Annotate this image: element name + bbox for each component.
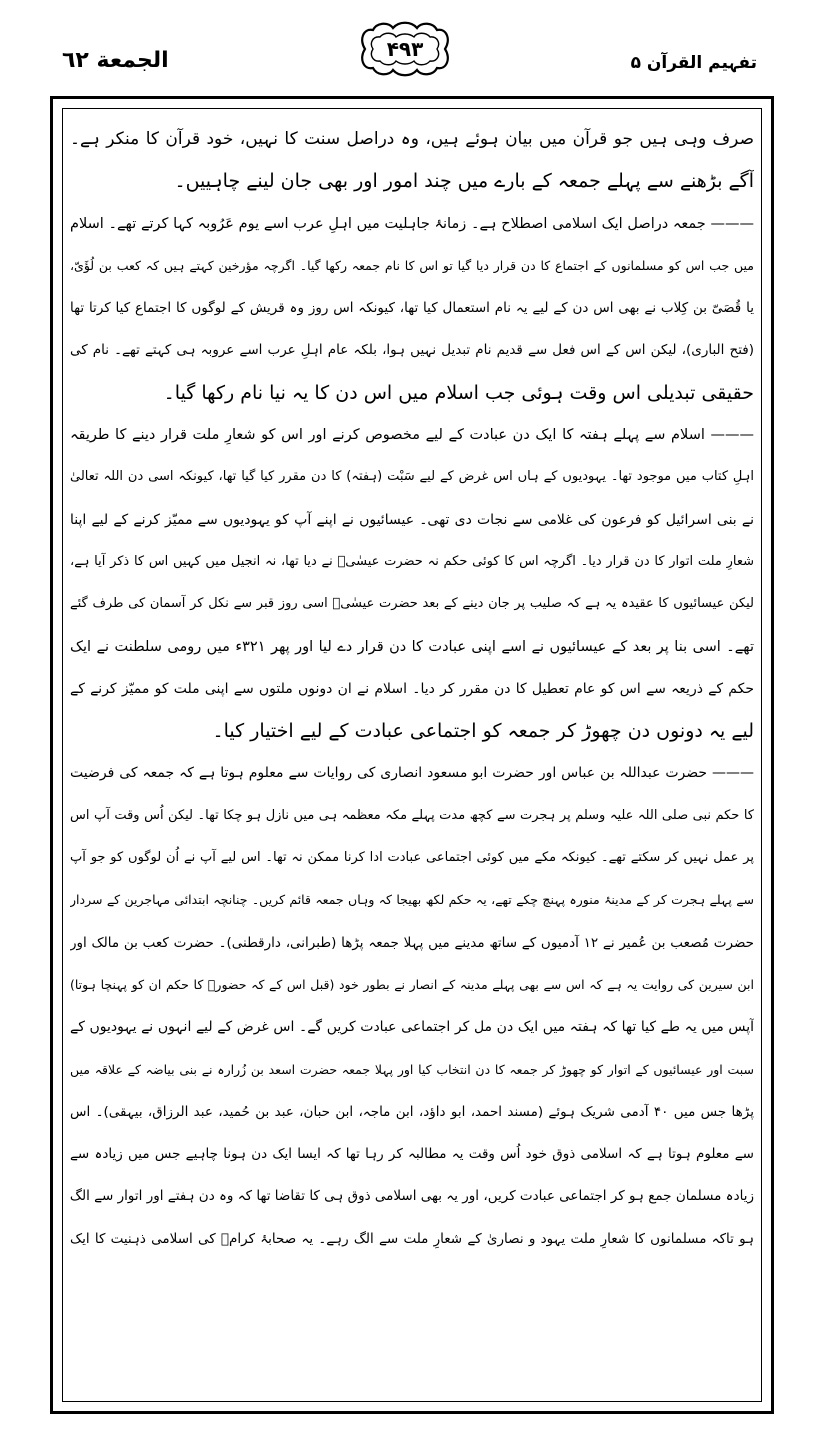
text-line: حضرت مُصعب بن عُمیر نے ۱۲ آدمیوں کے ساتھ مدینے میں پہلا جمعہ پڑھا (طبرانی، دارقطنی)۔ حضرت کعب بن مالک اور <box>70 934 754 951</box>
text-line: میں جب اس کو مسلمانوں کے اجتماع کا دن قرار دیا گیا تو اس کا نام جمعہ رکھا گیا۔ اگرچہ مؤرخین کہتے ہیں کہ کعب بن لُؤَیّ، <box>70 257 754 273</box>
text-line: صرف وہی ہیں جو قرآن میں بیان ہوئے ہیں، وہ دراصل سنت کا نہیں، خود قرآن کا منکر ہے۔ <box>70 129 754 149</box>
text-line: زیادہ مسلمان جمع ہو کر اجتماعی عبادت کریں، اور یہ بھی اسلامی ذوق ہی کا تقاضا تھا کہ وہ دن ہفتے اور اتوار سے الگ <box>70 1188 754 1205</box>
surah-header: الجمعة ٦٢ <box>62 48 169 73</box>
text-line: یا قُصَیّ بن کِلاب نے بھی اس دن کے لیے یہ نام استعمال کیا تھا، کیونکہ اس روز وہ قریش کے لوگوں کا اجتماع کیا کرتا تھا <box>70 300 754 317</box>
text-line: ——— اسلام سے پہلے ہفتہ کا ایک دن عبادت کے لیے مخصوص کرنے اور اس کو شعارِ ملت قرار دینے کا طریقہ <box>70 427 754 444</box>
text-line: اہلِ کتاب میں موجود تھا۔ یہودیوں کے ہاں اس غرض کے لیے سَبْت (ہفتہ) کا دن مقرر کیا گیا تھا، کیونکہ اسی دن اللہ تعالیٰ <box>70 469 754 485</box>
text-line: کا حکم نبی صلی اللہ علیہ وسلم پر ہجرت سے کچھ مدت پہلے مکہ معظمہ ہی میں نازل ہو چکا تھا۔ لیکن اُس وقت آپ اس <box>70 807 754 823</box>
text-line: لیے یہ دونوں دن چھوڑ کر جمعہ کو اجتماعی عبادت کے لیے اختیار کیا۔ <box>212 720 754 743</box>
text-line: آگے بڑھنے سے پہلے جمعہ کے بارے میں چند امور اور بھی جان لینے چاہییں۔ <box>174 170 754 193</box>
text-line: سے پہلے ہجرت کر کے مدینۂ منورہ پہنچ چکے تھے، یہ حکم لکھ بھیجا کہ وہاں جمعہ قائم کریں۔ چنانچہ ابتدائی مہاجرین کے سردار <box>70 892 754 908</box>
text-line: سبت اور عیسائیوں کے اتوار کو چھوڑ کر جمعہ کا دن انتخاب کیا اور پہلا جمعہ حضرت اسعد بن زُرارہ نے بنی بیاضہ کے علاقہ میں <box>70 1061 754 1077</box>
text-line: حقیقی تبدیلی اس وقت ہوئی جب اسلام میں اس دن کا یہ نیا نام رکھا گیا۔ <box>163 381 754 404</box>
text-line: تھے۔ اسی بنا پر بعد کے عیسائیوں نے اسے اپنی عبادت کا دن قرار دے لیا اور پھر ۳۲۱ء میں رومی سلطنت نے ایک <box>70 638 754 655</box>
body-text <box>70 118 754 1260</box>
page-number: ۴۹۳ <box>386 37 424 61</box>
text-line: پر عمل نہیں کر سکتے تھے۔ کیونکہ مکے میں کوئی اجتماعی عبادت ادا کرنا ممکن نہ تھا۔ اس لیے آپ نے اُن لوگوں کو جو آپ <box>70 850 754 866</box>
text-line: شعارِ ملت اتوار کا دن قرار دیا۔ اگرچہ اس کا کوئی حکم نہ حضرت عیسٰیؑ نے دیا تھا، نہ انجیل میں کہیں اس کا ذکر آیا ہے، <box>70 553 754 569</box>
text-line: حکم کے ذریعہ سے اس کو عام تعطیل کا دن مقرر کر دیا۔ اسلام نے ان دونوں ملتوں سے اپنی ملت کو ممیّز کرنے کے <box>70 680 754 697</box>
text-line: ——— حضرت عبداللہ بن عباس اور حضرت ابو مسعود انصاری کی روایات سے معلوم ہوتا ہے کہ جمعہ کی فرضیت <box>70 765 754 782</box>
text-line: آپس میں یہ طے کیا تھا کہ ہفتہ میں ایک دن مل کر اجتماعی عبادت کریں گے۔ اس غرض کے لیے انہوں نے یہودیوں کے <box>70 1019 754 1036</box>
text-line: ابن سیرین کی روایت یہ ہے کہ اس سے بھی پہلے مدینہ کے انصار نے بطور خود (قبل اس کے کہ حضورؐ کا حکم ان کو پہنچا ہوتا) <box>70 976 754 992</box>
text-line: لیکن عیسائیوں کا عقیدہ یہ ہے کہ صلیب پر جان دینے کے بعد حضرت عیسٰیؑ اسی روز قبر سے نکل کر آسمان کی طرف گئے <box>70 596 754 612</box>
text-line: پڑھا جس میں ۴۰ آدمی شریک ہوئے (مسند احمد، ابو داؤد، ابن ماجہ، ابن حبان، عبد بن حُمید، عبد الرزاق، بیہقی)۔ اس <box>70 1103 754 1120</box>
page-number-emblem <box>355 18 455 80</box>
text-line: سے معلوم ہوتا ہے کہ اسلامی ذوق خود اُس وقت یہ مطالبہ کر رہا تھا کہ ایسا ایک دن ہونا چاہیے جس میں زیادہ سے <box>70 1146 754 1163</box>
text-line: ہو تاکہ مسلمانوں کا شعارِ ملت یہود و نصاریٰ کے شعارِ ملت سے الگ رہے۔ یہ صحابۂ کرامؓ کی اسلامی ذہنیت کا ایک <box>70 1230 754 1247</box>
text-line: نے بنی اسرائیل کو فرعون کی غلامی سے نجات دی تھی۔ عیسائیوں نے اپنے آپ کو یہودیوں سے ممیّز کرنے کے لیے اپنا <box>70 511 754 528</box>
book-title-header: تفہیم القرآن ۵ <box>630 53 757 73</box>
text-line: ——— جمعہ دراصل ایک اسلامی اصطلاح ہے۔ زمانۂ جاہلیت میں اہلِ عرب اسے یوم عَرُوبہ کہا کرتے تھے۔ اسلام <box>70 215 754 232</box>
text-line: (فتح الباری)، لیکن اس کے اس فعل سے قدیم نام تبدیل نہیں ہوا، بلکہ عام اہلِ عرب اسے عروبہ ہی کہتے تھے۔ نام کی <box>70 342 754 359</box>
